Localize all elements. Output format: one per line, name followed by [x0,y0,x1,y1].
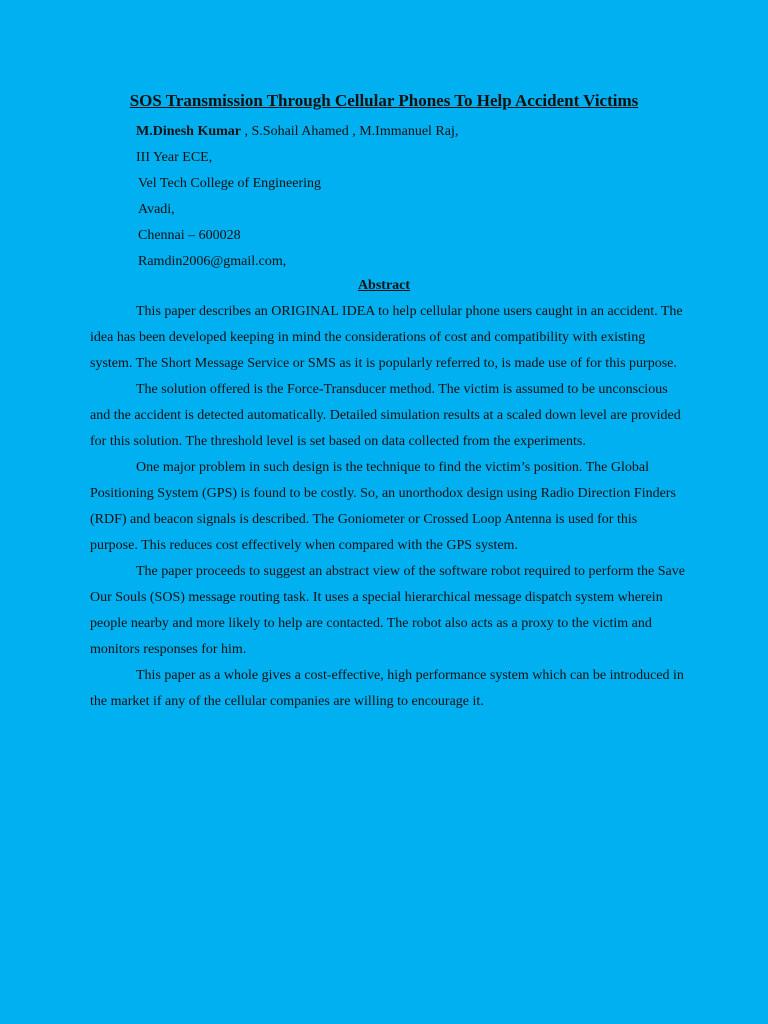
abstract-paragraph: This paper as a whole gives a cost-effective, high performance system which can be introduced in the market if any of the cellular companies are willing to encourage it. [90,668,684,709]
affiliation-city: Chennai – 600028 [138,228,241,243]
co-author-names: , S.Sohail Ahamed , M.Immanuel Raj, [241,124,459,139]
affiliation-college: Vel Tech College of Engineering [138,176,322,191]
lead-author-name: M.Dinesh Kumar [136,124,241,139]
abstract-paragraph: One major problem in such design is the technique to find the victim’s position. The Global Positioning System (GPS) is found to be costly. So, an unorthodox design using Radio Direction Finders (RDF) and beacon signals is described. The Goniometer or Crossed Loop Antenna is used for this purpose. This reduces cost effectively when compared with the GPS system. [90,460,676,553]
abstract-heading: Abstract [357,278,411,293]
author-email: Ramdin2006@gmail.com, [138,254,287,269]
author-block [136,119,696,275]
paper-title: SOS Transmission Through Cellular Phones To Help Accident Victims [129,91,639,110]
abstract-body [90,299,686,715]
affiliation-year: III Year ECE, [136,150,213,165]
abstract-paragraph: The paper proceeds to suggest an abstract view of the software robot required to perform the Save Our Souls (SOS) message routing task. It uses a special hierarchical message dispatch system wherein people nearby and more likely to help are contacted. The robot also acts as a proxy to the victim and monitors responses for him. [90,564,685,657]
abstract-paragraph: The solution offered is the Force-Transducer method. The victim is assumed to be unconscious and the accident is detected automatically. Detailed simulation results at a scaled down level are provided for this solution. The threshold level is set based on data collected from the experiments. [90,382,681,449]
affiliation-town: Avadi, [138,202,175,217]
author-line [136,119,696,145]
abstract-paragraph: This paper describes an ORIGINAL IDEA to help cellular phone users caught in an accident. The idea has been developed keeping in mind the considerations of cost and compatibility with existing system. The Short Message Service or SMS as it is popularly referred to, is made use of for this purpose. [90,304,683,371]
